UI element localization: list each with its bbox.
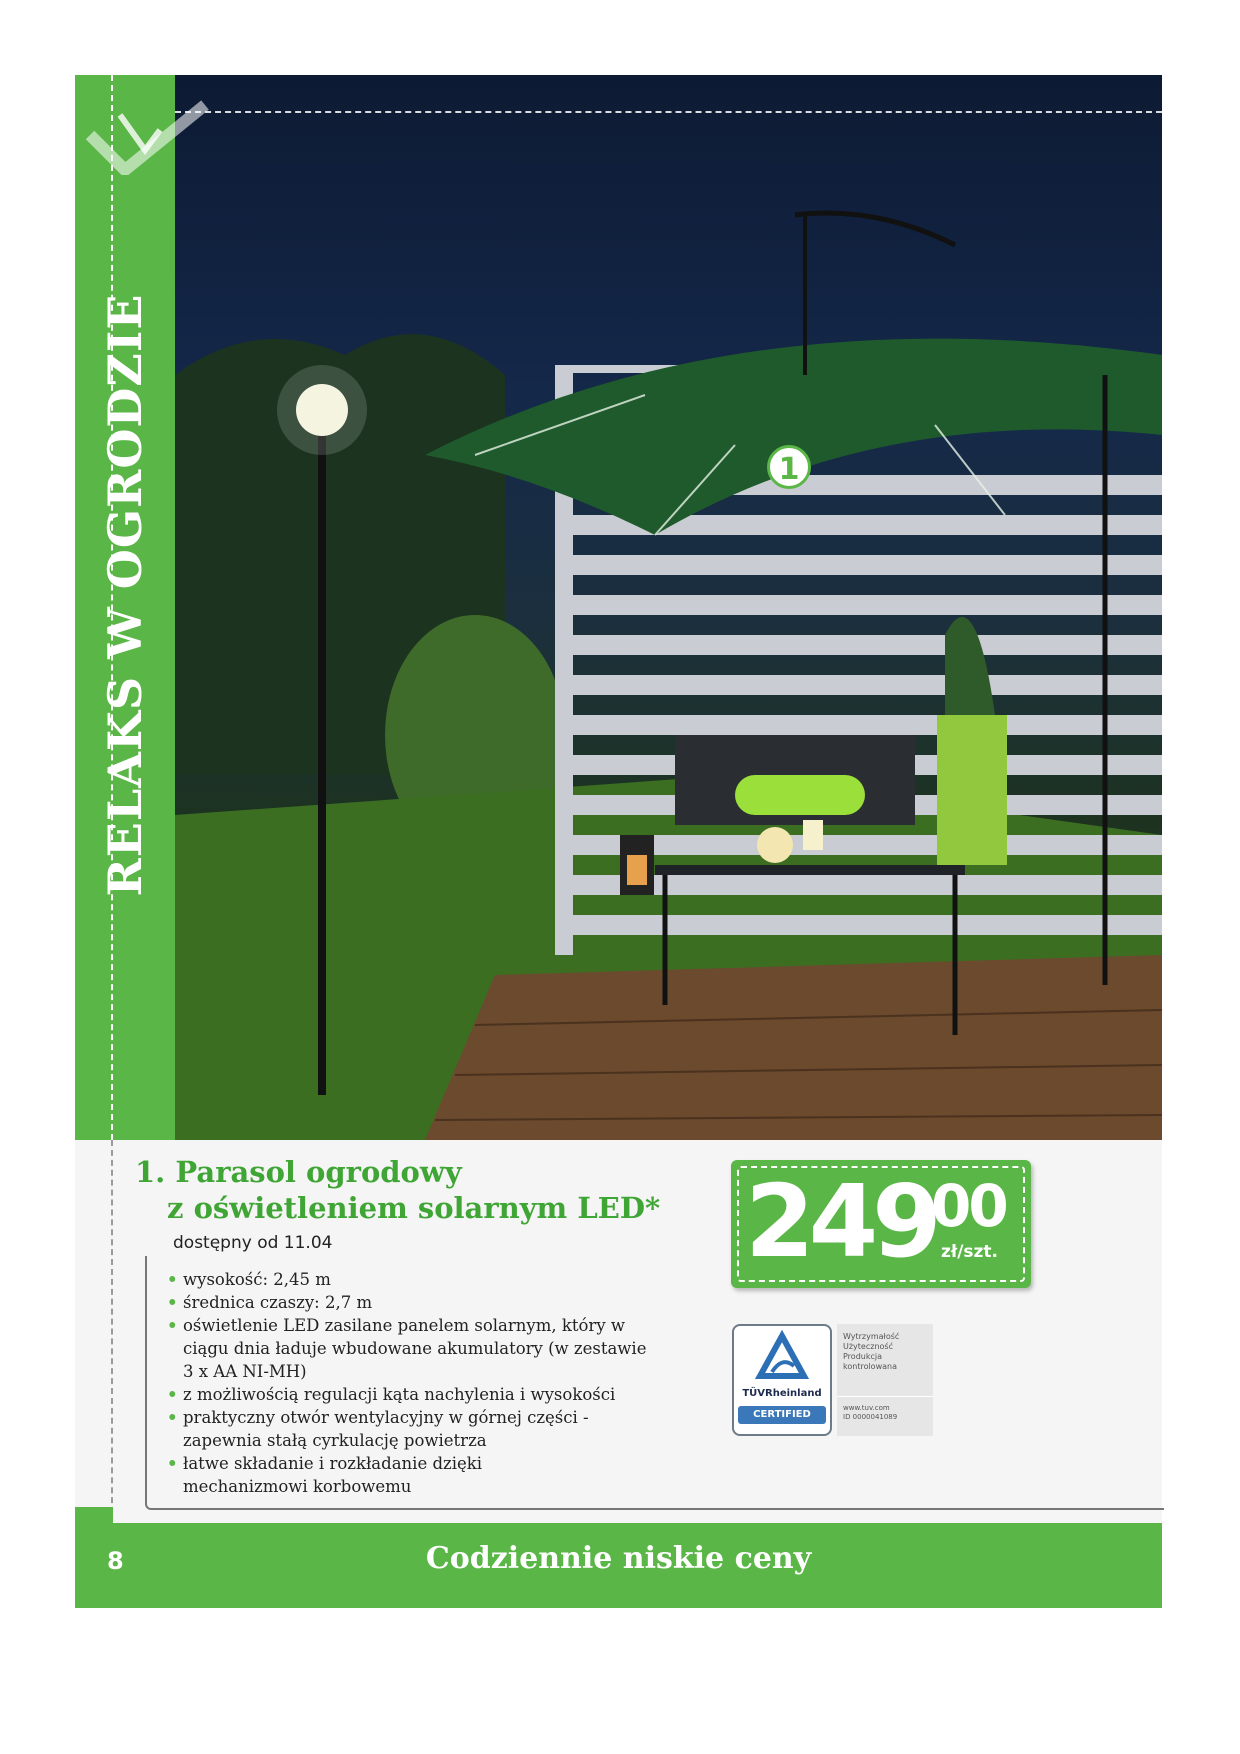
- brand-check-icon: [85, 95, 225, 175]
- product-title: [135, 1154, 660, 1226]
- feature-list: [165, 1268, 653, 1498]
- side-band: [75, 75, 175, 1140]
- feature-item: • łatwe składanie i rozkładanie dzięki mechanizmowi korbowemu: [165, 1452, 523, 1498]
- tuv-brand: TÜVRheinland: [742, 1388, 822, 1399]
- tuv-separator: [837, 1396, 933, 1397]
- tuv-triangle-icon: [734, 1326, 830, 1386]
- feature-item: • z możliwością regulacji kąta nachylenia i wysokości: [165, 1383, 653, 1406]
- footer-tab: [75, 1507, 113, 1523]
- feature-item: • praktyczny otwór wentylacyjny w górnej części - zapewnia stałą cyrkulację powietrza: [165, 1406, 613, 1452]
- feature-item: • oświetlenie LED zasilane panelem solarnym, który w ciągu dnia ładuje wbudowane akumulatory (w zestawie 3 x AA NI-MH): [165, 1314, 653, 1383]
- tuv-certified-label: CERTIFIED: [738, 1406, 826, 1424]
- tuv-criteria: Wytrzymałość Użyteczność Produkcja kontrolowana: [843, 1332, 900, 1371]
- tuv-contact: [843, 1404, 897, 1422]
- page-number: 8: [107, 1547, 124, 1575]
- info-dashed-line: [111, 1140, 113, 1523]
- tuv-certificate-badge: [732, 1324, 832, 1436]
- product-photo: [175, 75, 1162, 1140]
- product-info: [75, 1140, 1162, 1523]
- footer-bar: [75, 1523, 1162, 1608]
- product-title-line1: 1. Parasol ogrodowy: [135, 1155, 462, 1189]
- price-fraction: 00: [931, 1172, 1006, 1240]
- photo-dashed-line: [175, 111, 1162, 113]
- availability-text: dostępny od 11.04: [173, 1233, 333, 1253]
- product-title-line2: z oświetleniem solarnym LED*: [167, 1191, 661, 1225]
- section-title: RELAKS W OGRODZIE: [98, 293, 152, 897]
- tuv-website: www.tuv.com: [843, 1404, 890, 1412]
- tuv-details: [837, 1324, 933, 1436]
- garden-scene: [175, 75, 1162, 1140]
- footer-slogan: Codziennie niskie ceny: [425, 1541, 812, 1576]
- tuv-id: ID 0000041089: [843, 1413, 898, 1421]
- product-number-badge: 1: [767, 445, 811, 489]
- price-tag: [731, 1160, 1031, 1288]
- feature-item: • średnica czaszy: 2,7 m: [165, 1291, 653, 1314]
- catalog-page: [75, 75, 1162, 1608]
- price-unit: zł/szt.: [941, 1242, 999, 1262]
- feature-item: • wysokość: 2,45 m: [165, 1268, 653, 1291]
- price-whole: 249: [745, 1163, 936, 1280]
